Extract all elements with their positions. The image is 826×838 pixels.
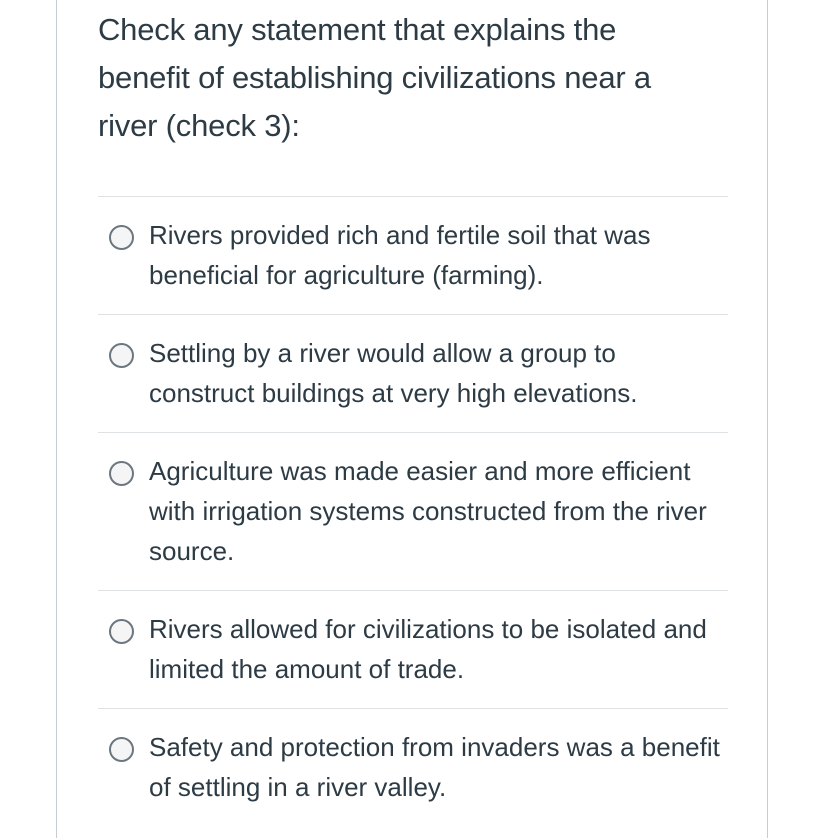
- answer-option-3[interactable]: [98, 432, 728, 590]
- answer-option-4[interactable]: [98, 590, 728, 708]
- answer-label[interactable]: Agriculture was made easier and more efficient with irrigation systems constructed from the river source.: [149, 456, 707, 566]
- answer-label[interactable]: Settling by a river would allow a group to construct buildings at very high elevations.: [149, 338, 638, 408]
- radio-button-icon[interactable]: [109, 737, 134, 762]
- answer-label[interactable]: Rivers allowed for civilizations to be isolated and limited the amount of trade.: [149, 614, 707, 684]
- answer-list: [98, 196, 728, 826]
- radio-button-icon[interactable]: [109, 225, 134, 250]
- radio-button-icon[interactable]: [109, 343, 134, 368]
- question-text: Check any statement that explains the benefit of establishing civilizations near a river (check 3):: [98, 12, 651, 143]
- answer-option-1[interactable]: [98, 196, 728, 314]
- question-card: [56, 0, 768, 838]
- radio-button-icon[interactable]: [109, 619, 134, 644]
- answer-option-2[interactable]: [98, 314, 728, 432]
- answer-label[interactable]: Safety and protection from invaders was a benefit of settling in a river valley.: [149, 732, 720, 802]
- radio-button-icon[interactable]: [109, 461, 134, 486]
- answer-label[interactable]: Rivers provided rich and fertile soil that was beneficial for agriculture (farming).: [149, 220, 651, 290]
- answer-option-5[interactable]: [98, 708, 728, 826]
